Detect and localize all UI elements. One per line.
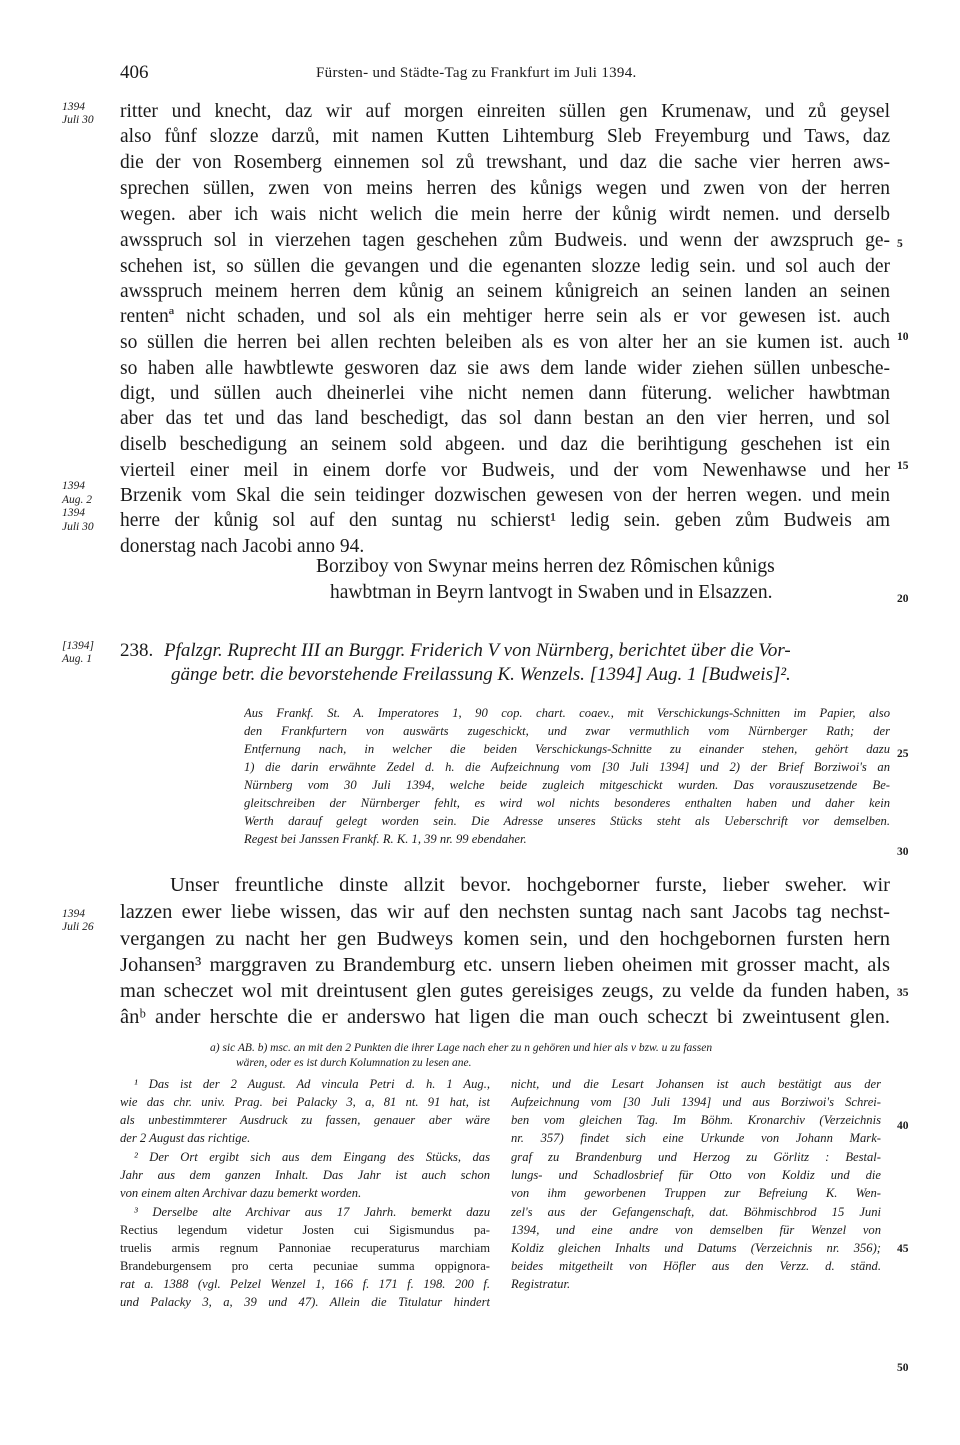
text-line: diselb beschedigung an seinem sold abgeen. und daz die berihtigung geschehen ist ein: [120, 434, 890, 455]
signature-line: hawbtman in Beyrn lantvogt in Swaben und in Elsazzen.: [330, 582, 773, 603]
text-line: herre der kůnig sol auf den suntag nu schierst¹ ledig sein. geben zům Budweis am: [120, 510, 890, 531]
footnote-line: Jahr aus dem ganzen Inhalt. Das Jahr ist auch schon: [120, 1168, 490, 1182]
note-line: 1) die darin erwähnte Zedel d. h. die Aufzeichnung vom [30 Juli 1394] und 2) der Brief Borziwoi's an: [244, 760, 890, 774]
text-note: wären, oder es ist durch Kolumnation zu lesen ane.: [236, 1057, 472, 1069]
heading-line: gänge betr. die bevorstehende Freilassung K. Wenzels. [1394] Aug. 1 [Budweis]².: [171, 664, 791, 685]
margin-date-middle: 1394 Aug. 2 1394 Juli 30: [62, 480, 94, 533]
text-line: vergangen zu nacht her gen Budweys komen sein, und den hochgebornen fursten hern: [120, 928, 890, 950]
text-line: Brzenik vom Skal die sein teidinger dozwischen gewesen von der herren wegen. und mein: [120, 485, 890, 506]
document-number: 238.: [120, 640, 154, 661]
footnote-line: wie das chr. univ. Prag. bei Palacky 3, a, 81 nt. 91 hat, ist: [120, 1095, 490, 1109]
text-line: Unser freuntliche dinste allzit bevor. hochgeborner furste, lieber sweher. wir: [170, 874, 890, 896]
text-line: man scheczet wol mit dreintusent glen gutes gereisiges zeugs, zu velde da funden haben,: [120, 980, 890, 1002]
footnote-line: ³ Derselbe alte Archivar aus 17 Jahrh. bemerkt dazu: [134, 1205, 490, 1219]
text-note: a) sic AB. b) msc. an mit den 2 Punkten die ihrer Lage nach eher zu n gehören und hier als v bzw. u zu fassen: [210, 1042, 713, 1054]
text-line: also fůnf slozze darzů, mit namen Kutten Lihtemburg Sleb Freyemburg und Taws, daz: [120, 126, 890, 147]
footnote-line: ² Der Ort ergibt sich aus dem Eingang des Stücks, das: [134, 1150, 490, 1164]
text-line: ânᵇ ander herschte die er anderswo hat ligen die man ouch scheczt bi zweintusent glen.: [120, 1006, 890, 1028]
footnote-line: als unbestimmterer Ausdruck zu fassen, genauer aber wäre: [120, 1113, 490, 1127]
text-line: rentenª nicht schaden, und sol als ein mehtiger herre sein als er vor gewesen ist. auch: [120, 306, 890, 327]
footnote-line: und Palacky 3, a, 39 und 47). Allein die Titulatur hindert: [120, 1295, 490, 1309]
margin-date-letter: 1394 Juli 26: [62, 908, 94, 933]
footnote-line: Brandeburgensem pro certa pecuniae summa oppignora-: [120, 1259, 490, 1273]
footnote-line: Rectius legendum videtur Josten cui Sigismundus pa-: [120, 1223, 490, 1237]
heading-line: Pfalzgr. Ruprecht III an Burggr. Friderich V von Nürnberg, berichtet über die Vor-: [164, 640, 791, 661]
footnote-line: von einem alten Archivar dazu bemerkt worden.: [120, 1186, 362, 1200]
note-line: Nürnberg vom 30 Juli 1394, welche beide zugleich mitgeschickt wurden. Das vorauszusetzende Be-: [244, 778, 890, 792]
signature-line: Borziboy von Swynar meins herren dez Rômischen kůnigs: [316, 556, 775, 577]
line-number: 15: [897, 460, 909, 472]
line-number: 25: [897, 748, 909, 760]
text-line: vierteil einer meil in einem dorfe vor Budweis, und der vom Newenhawse und her: [120, 460, 890, 481]
footnote-line: von ihm geworbenen Truppen zur Befreiung K. Wen-: [511, 1186, 881, 1200]
footnote-line: nr. 357) findet sich eine Urkunde von Johann Mark-: [511, 1131, 881, 1145]
line-number: 30: [897, 846, 909, 858]
text-line: so süllen die herren bei allen rechten beleiben als es von alter her an sie kumen ist. auch: [120, 332, 890, 353]
footnote-line: ben vom gleichen Tag. Im Böhm. Kronarchiv (Verzeichnis: [511, 1113, 881, 1127]
line-number: 40: [897, 1120, 909, 1132]
text-line: donerstag nach Jacobi anno 94.: [120, 536, 365, 557]
page-header: [120, 62, 890, 86]
footnote-line: truelis armis regnum Pannoniae recuperaturus marchiam: [120, 1241, 490, 1255]
footnote-line: Aufzeichnung vom [30 Juli 1394] und aus Borziwoi's Schrei-: [511, 1095, 881, 1109]
footnote-line: lungs- und Schadlosbrief für Otto von Koldiz und die: [511, 1168, 881, 1182]
line-number: 50: [897, 1362, 909, 1374]
page-number: 406: [120, 62, 149, 83]
note-line: Entfernung nach, in welcher die beiden Verschickungs-Schnitte zu einander stehen, gehört dazu: [244, 742, 890, 756]
text-line: awsspruch sol in vierzehen tagen geschehen zům Budweis. und wenn der awzspruch ge-: [120, 230, 890, 251]
text-line: Johansen³ marggraven zu Brandemburg etc. unsern lieben oheimen mit grosser macht, als: [120, 954, 890, 976]
note-line: Regest bei Janssen Frankf. R. K. 1, 39 nr. 99 ebendaher.: [244, 832, 527, 846]
footnote-line: beides mitgetheilt von Höfler aus den Verzz. d. ständ.: [511, 1259, 881, 1273]
margin-date-doc: [1394] Aug. 1: [62, 640, 94, 665]
text-line: ritter und knecht, daz wir auf morgen einreiten süllen gen Krumenaw, und zů geysel: [120, 101, 890, 122]
text-line: die der von Rosemberg einnemen sol zů trewshant, und daz die sache vier herren aws-: [120, 152, 890, 173]
text-line: digt, und süllen auch dheinerlei vihe nicht nemen dann füterung. welicher hawbtman: [120, 383, 890, 404]
footnote-line: nicht, und die Lesart Johansen ist auch bestätigt aus der: [511, 1077, 881, 1091]
footnote-line: ¹ Das ist der 2 August. Ad vincula Petri d. h. 1 Aug.,: [134, 1077, 490, 1091]
note-line: Werth darauf gelegt worden sein. Die Adresse unseres Stücks steht als Ueberschrift vor demselben.: [244, 814, 890, 828]
footnote-line: Registratur.: [511, 1277, 571, 1291]
footnote-line: graf zu Brandenburg und Herzog zu Görlitz : Bestal-: [511, 1150, 881, 1164]
running-head: Fürsten- und Städte-Tag zu Frankfurt im Juli 1394.: [316, 65, 637, 81]
line-number: 5: [897, 238, 903, 250]
footnote-line: rat a. 1388 (vgl. Pelzel Wenzel 1, 166 f. 171 f. 198. 200 f.: [120, 1277, 490, 1291]
text-line: aber das tet und das land beschedigt, das sol dann bestan an den vier herren, und sol: [120, 408, 890, 429]
note-line: Aus Frankf. St. A. Imperatores 1, 90 cop. chart. coaev., mit Verschickungs-Schnitten im Papier, also: [244, 706, 890, 720]
footnote-line: Koldiz gleichen Inhalts und Datums (Verzeichnis nr. 356);: [511, 1241, 881, 1255]
footnote-line: der 2 August das richtige.: [120, 1131, 251, 1145]
line-number: 45: [897, 1243, 909, 1255]
note-line: den Frankfurtern von auswärts zugeschickt, und zwar vermuthlich vom Nürnberger Rath; der: [244, 724, 890, 738]
footnote-line: zel's aus der Gefangenschaft, dat. Böhmischbrod 15 Juni: [511, 1205, 881, 1219]
margin-date-top: 1394 Juli 30: [62, 101, 94, 126]
line-number: 10: [897, 331, 909, 343]
text-line: sprechen süllen, zwen von meins herren des kůnigs wegen und zwen von der herren: [120, 178, 890, 199]
text-line: awsspruch meinem herren dem kůnig an seinem kůnigreich an seinen landen an seinen: [120, 281, 890, 302]
text-line: so haben alle hawbtlewte gesworen daz sie aws dem lande wider ziehen süllen unbesche-: [120, 358, 890, 379]
text-critical-notes: [210, 1041, 890, 1071]
footnote-line: 1394, und eine andre von demselben für Wenzel von: [511, 1223, 881, 1237]
line-number: 35: [897, 987, 909, 999]
text-line: wegen. aber ich wais nicht welich die mein herre der kůnig wirdt nemen. und derselb: [120, 204, 890, 225]
line-number: 20: [897, 593, 909, 605]
note-line: gleitschreiben der Nürnberger fehlt, es wird wol nichts besonderes enthalten haben und daher kein: [244, 796, 890, 810]
text-line: lazzen ewer liebe wissen, das wir auf den nechsten suntag nach sant Jacobs tag nechst-: [120, 901, 890, 923]
text-line: schehen ist, so süllen die gevangen und die egenanten slozze ledig sein. und sol auch der: [120, 256, 890, 277]
